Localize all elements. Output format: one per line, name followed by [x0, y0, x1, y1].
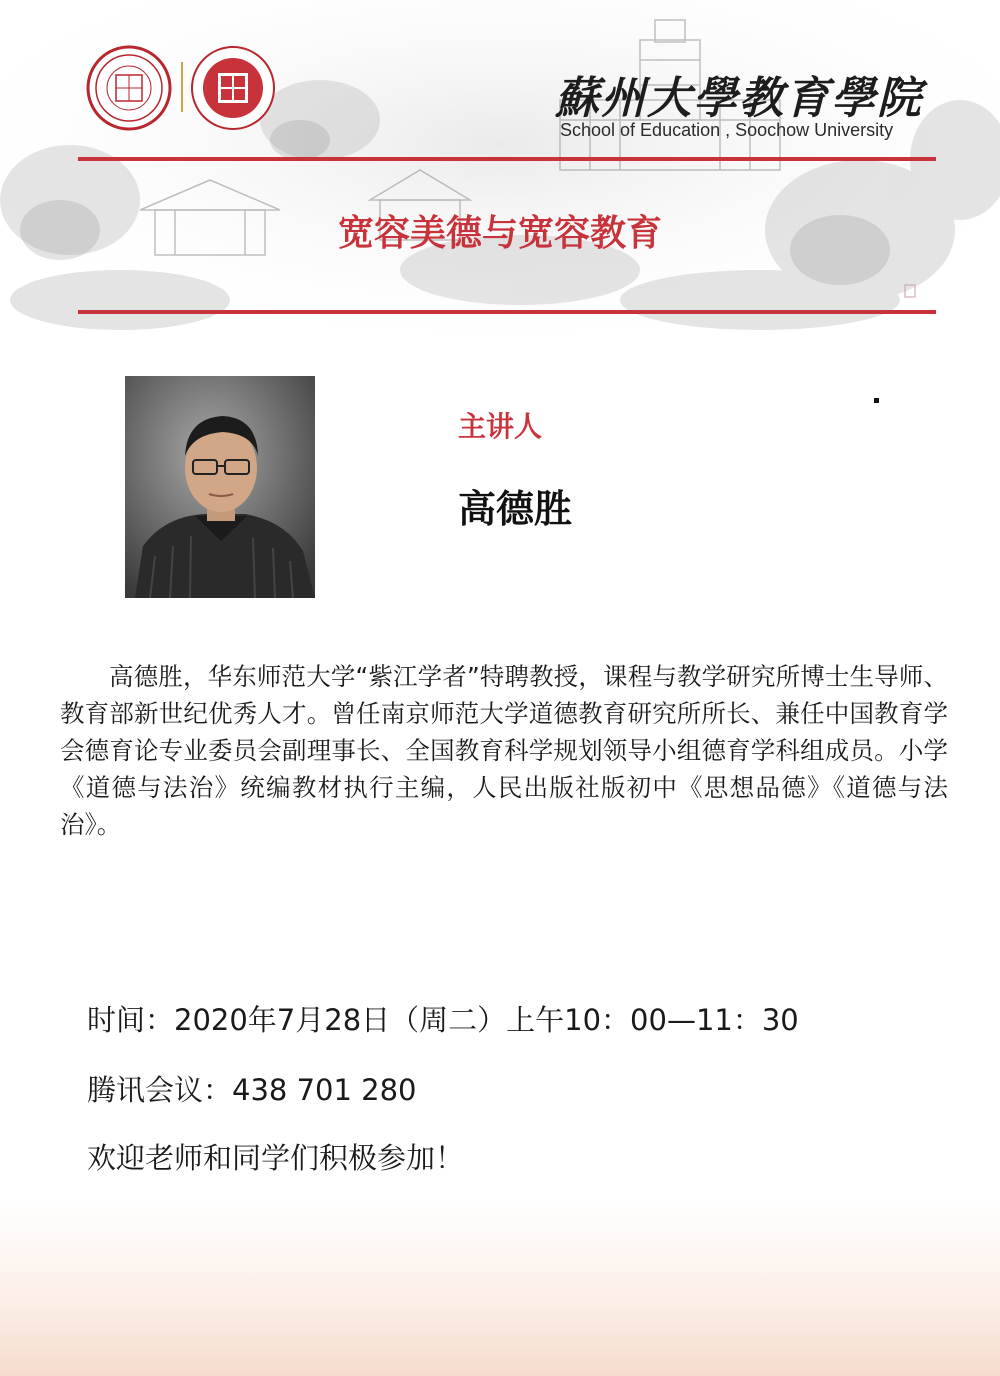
footer-gradient — [0, 1200, 1000, 1376]
logo-divider — [181, 62, 183, 112]
school-name-chinese: 蘇州大學教育學院 — [555, 73, 923, 124]
school-of-education-seal-icon — [190, 45, 276, 131]
welcome-message: 欢迎老师和同学们积极参加！ — [87, 1141, 465, 1175]
speaker-name: 高德胜 — [458, 487, 573, 531]
title-divider-bottom — [78, 310, 936, 314]
soochow-university-seal-icon — [86, 45, 172, 131]
speaker-label: 主讲人 — [458, 410, 543, 443]
speaker-bio: 高德胜，华东师范大学“紫江学者”特聘教授，课程与教学研究所博士生导师、教育部新世纪优秀人才。曾任南京师范大学道德教育研究所所长、兼任中国教育学会德育论专业委员会副理事长、全国教育科学规划领导小组德育学科组成员。小学《道德与法治》统编教材执行主编，人民出版社版初中《思想品德》《道德与法治》。 — [60, 662, 948, 839]
title-divider-top — [78, 157, 936, 161]
speaker-portrait — [125, 376, 315, 598]
stray-dot — [874, 398, 879, 403]
lecture-title: 宽容美德与宽容教育 — [337, 213, 662, 254]
event-time: 时间：2020年7月28日（周二）上午10：00—11：30 — [87, 1003, 799, 1037]
tencent-meeting-id: 腾讯会议：438 701 280 — [87, 1073, 417, 1107]
school-name-english: School of Education , Soochow University — [560, 120, 894, 140]
